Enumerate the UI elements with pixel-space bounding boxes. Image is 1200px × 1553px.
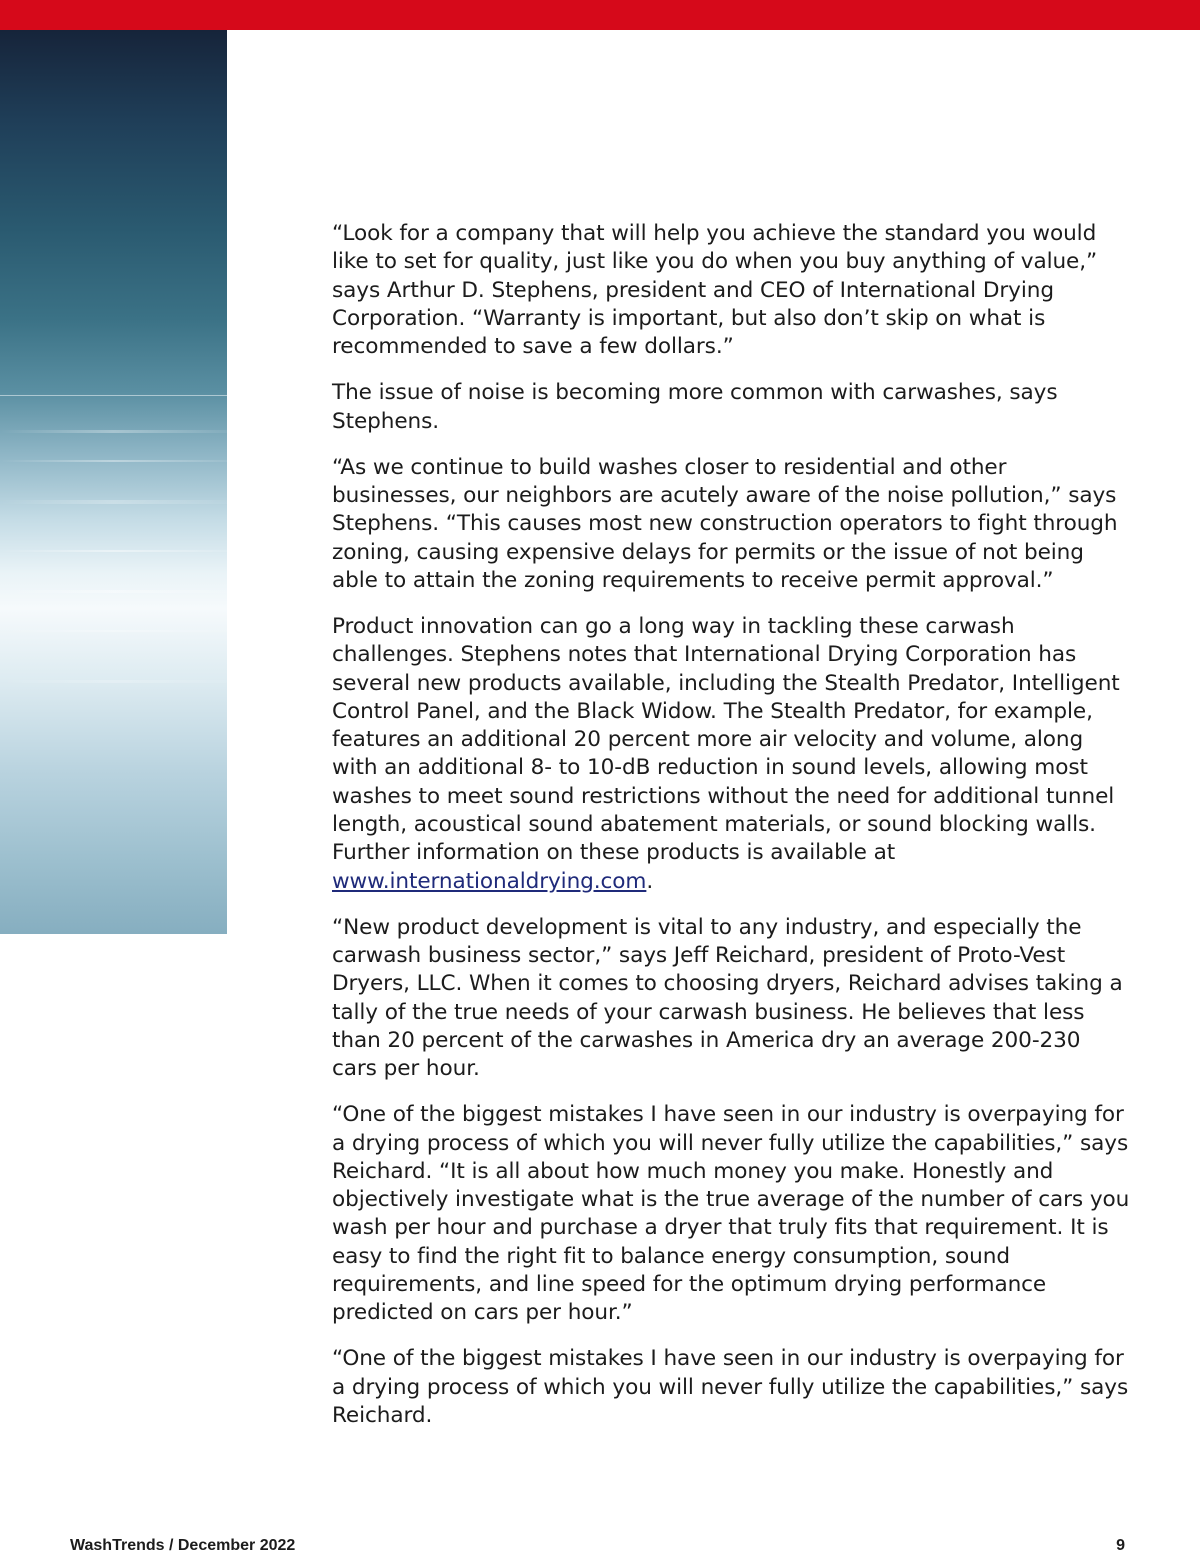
light-streak xyxy=(0,430,227,433)
decorative-side-image xyxy=(0,30,227,934)
paragraph: “As we continue to build washes closer to residential and other businesses, our neighbors are acutely aware of the noise pollution,” says Stephens. “This causes most new construction operators to fight through zoning, causing expensive delays for permits or the issue of not being able to attain the zoning requirements to receive permit approval.” xyxy=(332,454,1118,593)
light-streak xyxy=(0,590,227,593)
paragraph: “New product development is vital to any industry, and especially the carwash business sector,” says Jeff Reichard, president of Proto-Vest Dryers, LLC. When it comes to choosing dryers, Reichard advises taking a tally of the true needs of your carwash business. He believes that less than 20 percent of the carwashes in America dry an average 200-230 cars per hour. xyxy=(332,914,1123,1082)
light-streak xyxy=(0,500,227,504)
light-streak xyxy=(0,630,227,632)
image-horizon-line xyxy=(0,395,227,396)
paragraph: “Look for a company that will help you achieve the standard you would like to set for quality, just like you do when you buy anything of value,” says Arthur D. Stephens, president and CEO of International Drying Corporation. “Warranty is important, but also don’t skip on what is recommended to save a few dollars.” xyxy=(332,221,1098,360)
article-body xyxy=(332,220,1132,1448)
footer-page-number: 9 xyxy=(1116,1537,1125,1553)
website-link[interactable]: www.internationaldrying.com xyxy=(332,868,647,894)
paragraph: “One of the biggest mistakes I have seen in our industry is overpaying for a drying process of which you will never fully utilize the capabilities,” says Reichard. “It is all about how much money you make. Honestly and objectively investigate what is the true average of the number of cars you wash per hour and purchase a dryer that truly fits that requirement. It is easy to find the right fit to balance energy consumption, sound requirements, and line speed for the optimum drying performance predicted on cars per hour.” xyxy=(332,1102,1130,1326)
footer-publication: WashTrends / December 2022 xyxy=(70,1537,296,1553)
light-streak xyxy=(0,550,227,552)
paragraph-text: Product innovation can go a long way in tackling these carwash challenges. Stephens notes that International Drying Corporation has several new products available, including the Stealth Predator, Intelligent Control Panel, and the Black Widow. The Stealth Predator, for example, features an additional 20 percent more air velocity and volume, along with an additional 8- to 10-dB reduction in sound levels, allowing most washes to meet sound restrictions without the need for additional tunnel length, acoustical sound abatement materials, or sound blocking walls. Further information on these products is available at xyxy=(332,613,1120,866)
paragraph: “One of the biggest mistakes I have seen in our industry is overpaying for a drying process of which you will never fully utilize the capabilities,” says Reichard. xyxy=(332,1346,1129,1429)
top-accent-bar xyxy=(0,0,1200,30)
light-streak xyxy=(0,680,227,683)
light-streak xyxy=(0,460,227,462)
paragraph-text: . xyxy=(646,868,654,894)
paragraph-with-link xyxy=(332,613,1132,896)
paragraph: The issue of noise is becoming more common with carwashes, says Stephens. xyxy=(332,380,1058,434)
